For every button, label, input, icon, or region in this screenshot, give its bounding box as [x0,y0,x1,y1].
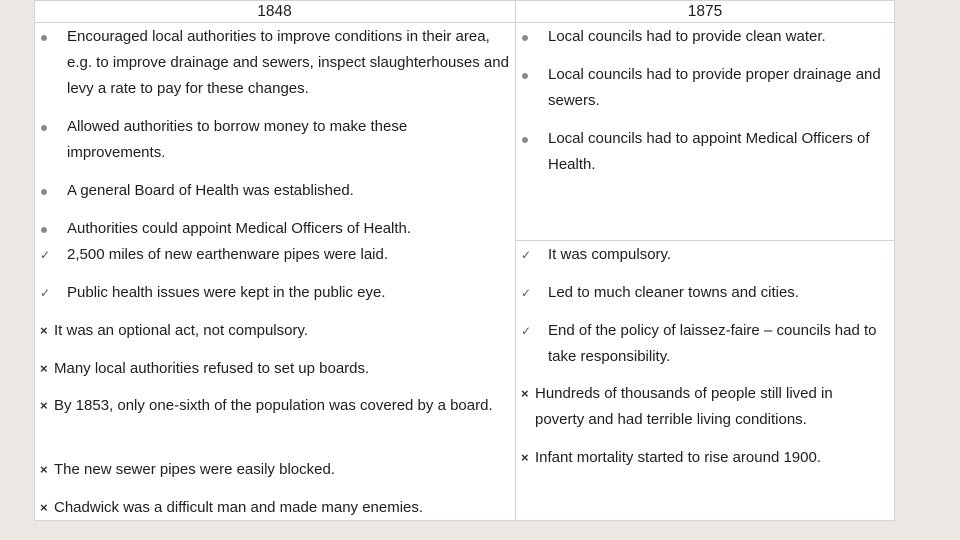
cross-icon: × [40,361,48,376]
left-negative-item: × The new sewer pipes were easily blocked. [40,457,510,483]
column-divider [515,0,516,520]
check-icon: ✓ [40,286,51,300]
left-positive-item: ✓ 2,500 miles of new earthenware pipes were laid. [40,242,510,268]
right-negative-item: × Hundreds of thousands of people still lived in poverty and had terrible living conditions. [521,381,881,433]
left-bullet-item: A general Board of Health was established. [40,178,510,204]
left-bullet-item: Encouraged local authorities to improve conditions in their area, e.g. to improve drainage and sewers, inspect slaughterhouses and levy a rate to pay for these changes. [40,24,510,102]
left-negative-item: × Many local authorities refused to set up boards. [40,356,510,382]
bullet-icon [521,126,541,152]
header-divider [34,22,895,23]
right-bullet-item: Local councils had to appoint Medical Officers of Health. [521,126,891,178]
left-bullet-item: Allowed authorities to borrow money to make these improvements. [40,114,480,166]
check-icon: ✓ [521,286,532,300]
bullet-icon [40,24,60,50]
check-icon: ✓ [521,248,532,262]
left-negative-item: × Chadwick was a difficult man and made many enemies. [40,495,510,521]
cross-icon: × [40,500,48,515]
cross-icon: × [521,450,529,465]
header-1848: 1848 [257,3,292,20]
bullet-icon [40,178,60,204]
right-negative-item: × Infant mortality started to rise around 1900. [521,445,891,471]
right-bullet-item: Local councils had to provide proper drainage and sewers. [521,62,891,114]
cross-icon: × [40,323,48,338]
left-negative-item: × By 1853, only one-sixth of the population was covered by a board. [40,393,498,419]
right-positive-item: ✓ Led to much cleaner towns and cities. [521,280,891,306]
right-positive-item: ✓ End of the policy of laissez-faire – councils had to take responsibility. [521,318,893,370]
left-negative-item: × It was an optional act, not compulsory. [40,318,510,344]
header-1875: 1875 [687,3,723,20]
right-positive-item: ✓ It was compulsory. [521,242,891,268]
check-icon: ✓ [521,324,532,338]
right-row-divider [515,240,895,241]
bullet-icon [40,216,60,242]
check-icon: ✓ [40,248,51,262]
cross-icon: × [40,398,48,413]
right-bullet-item: Local councils had to provide clean water. [521,24,891,50]
bullet-icon [521,24,541,50]
bullet-icon [521,62,541,88]
cross-icon: × [40,462,48,477]
left-positive-item: ✓ Public health issues were kept in the public eye. [40,280,510,306]
bullet-icon [40,114,60,140]
cross-icon: × [521,386,529,401]
left-bullet-item: Authorities could appoint Medical Officers of Health. [40,216,510,242]
